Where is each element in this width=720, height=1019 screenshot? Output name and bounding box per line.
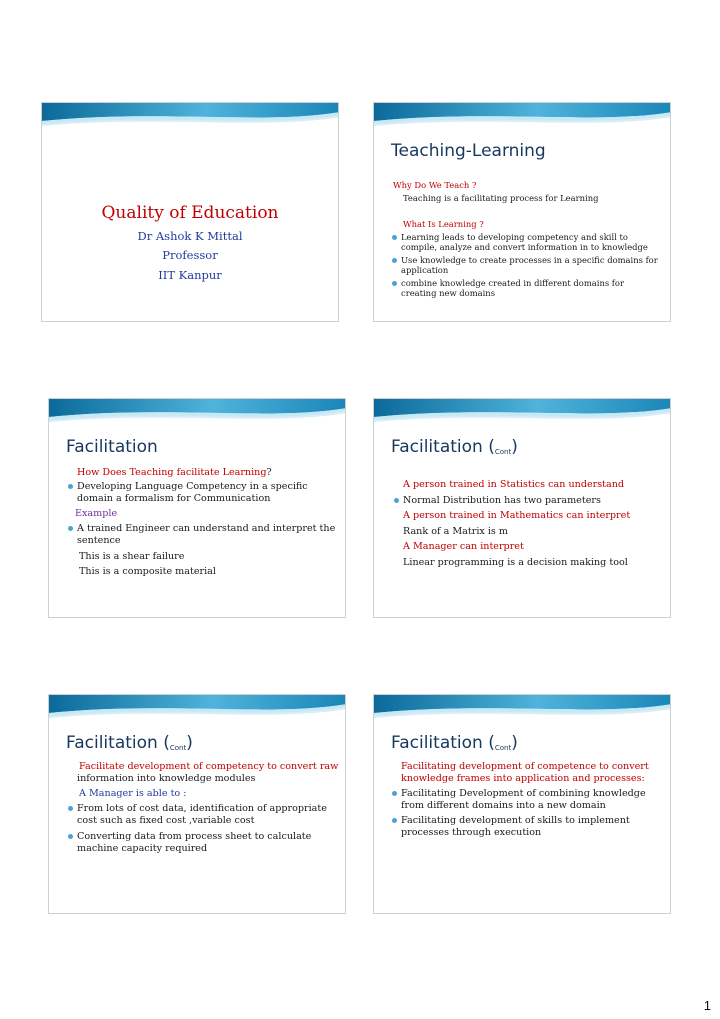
slide-header-band: [374, 103, 670, 133]
mathematics-line: A person trained in Mathematics can interpret: [403, 510, 631, 521]
slide-header-band: [49, 695, 345, 725]
bullet-skills-implement-cont: processes through execution: [401, 827, 542, 838]
bullet-learning-1-cont: compile, analyze and convert information in to knowledge: [401, 242, 648, 252]
sentence-shear-failure: This is a shear failure: [79, 551, 185, 562]
matrix-rank-line: Rank of a Matrix is m: [403, 526, 509, 537]
author-institute: IIT Kanpur: [158, 268, 222, 282]
bullet-combining-knowledge-cont: from different domains into a new domain: [401, 800, 606, 811]
slide-header-band: [374, 399, 670, 429]
answer-why-teach: Teaching is a facilitating process for Learning: [403, 193, 599, 203]
slide-title: Teaching-Learning: [391, 141, 546, 161]
presentation-title: Quality of Education: [101, 203, 279, 223]
slide-header-band: [49, 399, 345, 429]
bullet-cost-data: From lots of cost data, identification of appropriate: [77, 803, 327, 814]
slide-title: Facilitation $(_{Cont})$: [391, 437, 518, 457]
example-label: Example: [75, 508, 118, 519]
competence-line: Facilitating development of competence to convert: [401, 761, 649, 772]
slide-title: Facilitation: [66, 437, 158, 457]
manager-able-line: A Manager is able to :: [79, 788, 187, 799]
slide-title: Facilitation $(_{Cont})$: [391, 733, 518, 753]
competency-line-cont: information into knowledge modules: [77, 773, 256, 784]
slide-title: Facilitation $(_{Cont})$: [66, 733, 193, 753]
slide-header-band: [42, 103, 338, 133]
bullet-combining-knowledge: Facilitating Development of combining knowledge: [401, 788, 646, 799]
author-role: Professor: [162, 248, 218, 262]
statistics-line: A person trained in Statistics can understand: [403, 479, 625, 490]
slide-4: [373, 398, 671, 618]
facilitation-question: How Does Teaching facilitate Learning?: [77, 467, 272, 478]
bullet-learning-2: Use knowledge to create processes in a specific domains for: [401, 255, 658, 265]
bullet-learning-3-cont: creating new domains: [401, 288, 495, 298]
bullet-process-sheet: Converting data from process sheet to calculate: [77, 831, 312, 842]
question-what-learning: What Is Learning ?: [403, 219, 484, 229]
bullet-cost-data-cont: cost such as fixed cost ,variable cost: [77, 815, 255, 826]
slide-5: [48, 694, 346, 914]
bullet-engineer-cont: sentence: [77, 535, 121, 546]
bullet-learning-2-cont: application: [401, 265, 449, 275]
bullet-process-sheet-cont: machine capacity required: [77, 843, 208, 854]
sentence-composite-material: This is a composite material: [79, 566, 216, 577]
linear-programming-line: Linear programming is a decision making tool: [403, 557, 628, 568]
slide-2: [373, 102, 671, 322]
bullet-language-competency-cont: domain a formalism for Communication: [77, 493, 271, 504]
normal-distribution-line: Normal Distribution has two parameters: [403, 495, 601, 506]
manager-line: A Manager can interpret: [403, 541, 524, 552]
bullet-skills-implement: Facilitating development of skills to implement: [401, 815, 630, 826]
slide-3: [48, 398, 346, 618]
bullet-learning-3: combine knowledge created in different domains for: [401, 278, 624, 288]
question-why-teach: Why Do We Teach ?: [393, 180, 477, 190]
competency-line: Facilitate development of competency to convert raw: [79, 761, 339, 772]
bullet-learning-1: Learning leads to developing competency and skill to: [401, 232, 628, 242]
slide-header-band: [374, 695, 670, 725]
slide-1: [41, 102, 339, 322]
page-number: 1: [703, 998, 711, 1013]
author-name: Dr Ashok K Mittal: [137, 229, 243, 243]
slide-6: [373, 694, 671, 914]
competence-line-cont: knowledge frames into application and processes:: [401, 773, 645, 784]
bullet-engineer: A trained Engineer can understand and interpret the: [77, 523, 336, 534]
bullet-language-competency: Developing Language Competency in a specific: [77, 481, 308, 492]
